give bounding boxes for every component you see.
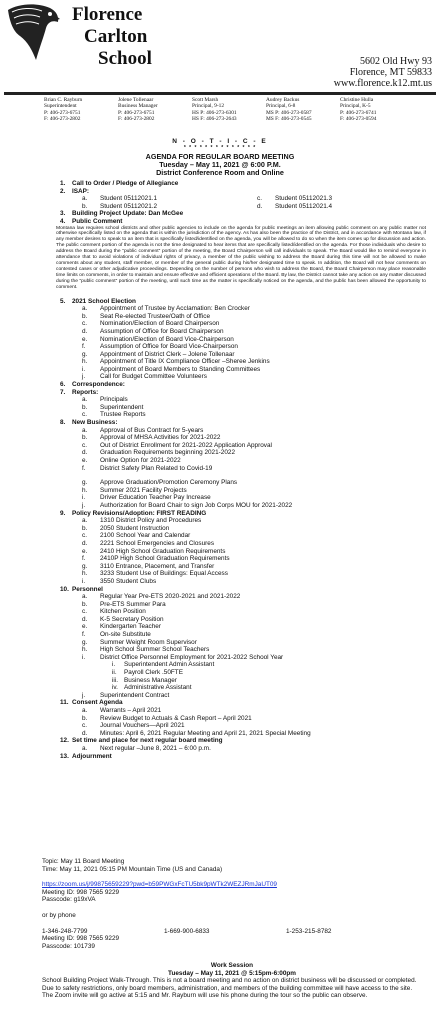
school-name-line1: Florence	[72, 4, 143, 25]
agenda-subitem: Regular Year Pre-ETS 2020-2021 and 2021-2022	[100, 593, 241, 601]
subitem-letter: d.	[82, 327, 88, 335]
agenda-subitem-row	[82, 479, 432, 487]
agenda-subitem-row	[82, 578, 432, 586]
meeting-date: Tuesday – May 11, 2021 @ 6:00 P.M.	[159, 160, 281, 170]
subitem-letter: h.	[82, 486, 88, 494]
subitem-letter: j.	[82, 501, 86, 509]
item-number: 11.	[60, 699, 69, 707]
agenda-item: Public Comment	[72, 217, 123, 225]
agenda-subitem: Graduation Requirements beginning 2021-2022	[100, 449, 236, 457]
staff-title: Principal, 9-12	[192, 103, 225, 110]
agenda-item: Call to Order / Pledge of Allegiance	[72, 180, 179, 187]
agenda-subitem: Student 05112021.1	[100, 195, 158, 203]
agenda-subitem-row	[82, 631, 432, 639]
agenda-subitem: Warrants – April 2021	[100, 707, 162, 714]
agenda-list: 1. Call to Order / Pledge of Allegiance 2. ISAP: a. Student 05112021.1 c. Student 05112021.3 b. Student 05112021.2 d. Student 05112021.4 3. Building Project Update: Dan McGee 4. Public Comment Montana law requires school districts and other public agencies to include on the agenda for public meetings an item allowing public comment on any public matter not otherwise specifically listed on the agenda that is within the jurisdiction of the agency. As has also been the practice of the District, and in accordance with Montana law, if any member desires to speak to an item that is specifically listed/identified on the agenda, you will be allowed to do so when the item comes up for discussion and action. The public comment portion of the agenda is not the time designated to hear items that are specifically listed/identified on the agenda. For those individuals who desire to address the Board during the “public comment” portion of the meeting, the Board Chairperson will call individuals to speak. The Board would like to remind everyone in attendance that to avoid violations of individual rights of privacy, a member of the public wishing to address the Board during this time will not be allowed to make comments about any student, staff member, or member of the general public during his/her designated time to speak. In addition, the Board will not hear comments on contested cases or other adjudicative proceedings. Depending on the number of persons who wish to address the Board, the Board Chairperson may place reasonable time limits on comments, in order to maintain and ensure effective and efficient operations of the Board. By law, the District cannot take any action on any matter discussed during the “public comment” portion of the meeting, until such time as the matter is specifically noticed on the agenda, and the public has been allowed the opportunity to comment. 5. 2021 School Election a. Appointment of Trustee by Acclamation: Ben Crocker b. Seat Re-elected Trustee/Oath of Office c. Nomination/Election of Board Chairperson d. Assumption of Office for Board Chairperson e. Nomination/Election of Board Vice-Chairperson f. Assumption of Office for Board Vice-Chairperson g. Appointment of District Clerk – Jolene Tollenaar h. Appointment of Title IX Compliance Officer –Sheree Jenkins i. Appointment of Board Members to Standing Committees j. Call for Budget Committee Volunteers 6. Correspondence: 7. Reports: a. Principals b. Superintendent c. Trustee Reports 8. New Business: a. Approval of Bus Contract for 5-years b. Approval of MHSA Activities for 2021-2022 c. Out of District Enrollment for 2021-2022 Application Approval d. Graduation Requirements beginning 2021-2022 e. Online Option for 2021-2022 f. District Safety Plan Related to Covid-19 g. Approve Graduation/Promotion Ceremony Plans h. Summer 2021 Facility Projects i. Driver Education Teacher Pay Increase j. Authorization for Board Chair to sign Job Corps MOU for 2021-2022 9. Policy Revisions/Adoption: FIRST READING a. 1310 District Policy and Procedures b. 2050 Student Instruction c. 2100 School Year and Calendar d. 2221 School Emergencies and Closures e. 2410 High School Graduation Requirements f. 2410P High School Graduation Requirements g. 3110 Entrance, Placement, and Transfer h. 3233 Student Use of Buildings: Equal Access i. 3550 Student Clubs 10. Personnel a. Regular Year Pre-ETS 2020-2021 and 2021-2022 b. Pre-ETS Summer Para c. Kitchen Position d. K-5 Secretary Position e. Kindergarten Teacher f. On-site Substitute g. Summer Weight Room Supervisor h. High School Summer School Teachers i. District Office Personnel Employment for 2021-2022 School Year i. Superintendent Admin Assistant ii. Payroll Clerk .50FTE iii. Business Manager iv. Administrative Assistant j. Superintendent Contract 11. Consent Agenda a. Warrants – April 2021 b. Review Budget to Actuals & Cash Report – April 2021 c. Journal Vouchers—April 2021 d. Minutes: April 6, 2021 Regular Meeting and April 21, 2021 Special Meeting 12. Set time and place for next regular board meeting a. Next regular –June 8, 2021 – 6:00 p.m. 13. Adjournment	[60, 180, 432, 760]
agenda-subitem: High School Summer School Teachers	[100, 646, 210, 654]
subitem-letter: b.	[82, 312, 88, 320]
subitem-letter: d.	[82, 615, 88, 623]
agenda-item: Set time and place for next regular board meeting	[72, 737, 223, 745]
agenda-subitem: Summer 2021 Facility Projects	[100, 486, 187, 494]
agenda-subitem: Student 05112021.2	[100, 202, 158, 210]
agenda-subitem: K-5 Secretary Position	[100, 615, 164, 623]
subitem-letter: j.	[82, 373, 86, 381]
staff-fax: MS F: 406-273-0545	[266, 116, 312, 123]
subitem-letter: a.	[82, 396, 88, 404]
subitem-letter: i.	[82, 365, 86, 373]
agenda-subitem: Out of District Enrollment for 2021-2022 Application Approval	[100, 441, 272, 449]
agenda-subitem-row	[82, 427, 432, 435]
address-street: 5602 Old Hwy 93	[360, 56, 432, 67]
agenda-subitem-row	[112, 669, 432, 677]
agenda-subitem: Student 05112021.4	[275, 202, 333, 210]
agenda-subitem-row	[82, 351, 432, 359]
agenda-subitem-row	[82, 540, 432, 548]
agenda-subitem-row	[82, 336, 432, 344]
agenda-subitem-row	[82, 707, 432, 715]
subitem-letter: b.	[82, 524, 88, 532]
phone-number: 1-346-248-7799	[42, 927, 88, 935]
subitem-letter: c.	[82, 722, 87, 730]
agenda-subitem: Approval of MHSA Activities for 2021-2022	[100, 434, 221, 442]
agenda-subitem: Call for Budget Committee Volunteers	[100, 373, 207, 381]
address-city: Florence, MT 59833	[349, 67, 432, 78]
agenda-subitem: Approve Graduation/Promotion Ceremony Plans	[100, 479, 238, 487]
agenda-subitem: 2221 School Emergencies and Closures	[100, 539, 215, 547]
agenda-subitem: Minutes: April 6, 2021 Regular Meeting and April 21, 2021 Special Meeting	[100, 729, 311, 737]
agenda-subitem: Assumption of Office for Board Vice-Chairperson	[100, 343, 238, 351]
staff-contact	[118, 97, 192, 123]
agenda-subitem: 2100 School Year and Calendar	[100, 532, 191, 540]
work-session	[42, 962, 422, 1000]
agenda-subitem-row	[82, 373, 432, 381]
subitem-letter: i.	[82, 577, 86, 585]
subitem-letter: h.	[82, 358, 88, 366]
item-number: 3.	[60, 210, 66, 218]
agenda-subitem-row	[82, 404, 432, 412]
item-number: 8.	[60, 419, 66, 427]
agenda-subitem: Approval of Bus Contract for 5-years	[100, 426, 204, 434]
staff-fax: F: 406-273-2802	[118, 116, 155, 123]
agenda-subitem-row	[82, 305, 432, 313]
agenda-subitem: Appointment of District Clerk – Jolene Tollenaar	[100, 350, 235, 358]
agenda-subitem: Kitchen Position	[100, 608, 146, 616]
staff-title: Principal, K-5	[340, 103, 371, 110]
subitem-letter: e.	[82, 547, 88, 555]
staff-title: Superintendent	[44, 103, 77, 110]
agenda-subitem: Appointment of Title IX Compliance Officer –Sheree Jenkins	[100, 358, 270, 366]
agenda-subitem-row	[82, 487, 432, 495]
agenda-subitem-row	[82, 465, 432, 473]
subitem-letter: a.	[82, 593, 88, 601]
work-session-text: School Building Project Walk-Through. This is not a board meeting and no action on district business will be discussed or completed. Due to safety restrictions, only board members, administration, and members of the building committee will have access to the site. The Zoom invite will go active at 5:15 and Mr. Rayburn will use his phone during the tour so the public can observe.	[42, 977, 417, 1000]
header-divider	[4, 92, 436, 95]
staff-contact	[44, 97, 118, 123]
agenda-subitem-row	[82, 328, 432, 336]
item-number: 5.	[60, 297, 66, 305]
subitem-letter: f.	[82, 343, 86, 351]
agenda-subitem: On-site Substitute	[100, 631, 151, 639]
staff-phone: MS P: 406-273-0587	[266, 109, 312, 116]
agenda-subitem: 2410P High School Graduation Requirements	[100, 555, 230, 563]
subitem-letter: g.	[82, 638, 88, 646]
agenda-item: Correspondence:	[72, 381, 125, 389]
school-name-line3: School	[98, 48, 152, 69]
agenda-subitem: Summer Weight Room Supervisor	[100, 638, 197, 646]
agenda-subitem-row	[82, 639, 432, 647]
item-number: 7.	[60, 388, 66, 396]
agenda-subitem-row	[82, 563, 432, 571]
staff-fax: F: 406-273-0594	[340, 116, 377, 123]
subitem-letter: a.	[82, 517, 88, 525]
agenda-subitem: Authorization for Board Chair to sign Job Corps MOU for 2021-2022	[100, 501, 293, 509]
staff-fax: F: 406-273-2802	[44, 116, 81, 123]
staff-name: Audrey Backus	[266, 97, 300, 103]
subitem-letter: d.	[82, 539, 88, 547]
agenda-subitem: Superintendent Admin Assistant	[124, 661, 215, 669]
subitem-letter: c.	[82, 532, 87, 540]
work-session-title: Work Session	[210, 962, 254, 969]
public-comment-text: Montana law requires school districts and other public agencies to include on the agenda for public meetings an item allowing public comment on any public matter not otherwise specifically listed on the agenda that is within the jurisdiction of the agency. As has also been the practice of the District, and in accordance with Montana law, if any member desires to speak to an item that is specifically listed/identified on the agenda, you will be allowed to do so when the item comes up for discussion and action. The public comment portion of the agenda is not the time designated to hear items that are specifically listed/identified on the agenda. For those individuals who desire to address the Board during the “public comment” portion of the meeting, the Board Chairperson will call individuals to speak. The Board would like to remind everyone in attendance that to avoid violations of individual rights of privacy, a member of the public wishing to address the Board during this time will not be allowed to make comments about any student, staff member, or member of the general public during his/her designated time to speak. In addition, the Board will not hear comments on contested cases or other adjudicative proceedings. Depending on the number of persons who wish to address the Board, the Board Chairperson may place reasonable time limits on comments, in order to maintain and ensure effective and efficient operations of the Board. By law, the District cannot take any action on any matter discussed during the “public comment” portion of the meeting, until such time as the matter is specifically noticed on the agenda, and the public has been allowed the opportunity to comment.	[56, 225, 426, 290]
address-web: www.florence.k12.mt.us	[333, 78, 432, 89]
subitem-letter: c.	[82, 608, 87, 616]
agenda-item: Building Project Update: Dan McGee	[72, 210, 184, 218]
agenda-subitem-row	[82, 494, 432, 502]
agenda-subitem-row	[82, 457, 432, 465]
agenda-subitem-row	[82, 608, 432, 616]
subitem-letter: ii.	[112, 669, 117, 677]
agenda-subitem: Appointment of Board Members to Standing Committees	[100, 365, 261, 373]
item-number: 9.	[60, 509, 66, 517]
agenda-subitem-row	[82, 525, 432, 533]
subitem-letter: f.	[82, 464, 86, 472]
agenda-item: ISAP:	[72, 187, 90, 195]
agenda-subitem: Superintendent Contract	[100, 691, 170, 699]
subitem-letter: c.	[82, 411, 87, 419]
agenda-subitem: Business Manager	[124, 676, 177, 684]
agenda-subitem-row	[112, 684, 432, 692]
subitem-letter: e.	[82, 457, 88, 464]
item-number: 2.	[60, 187, 66, 195]
zoom-link[interactable]: https://zoom.us/j/99875659229?pwd=b59PWGxFcTU5bk9pWTk2WEZJRmJaUT09	[42, 881, 277, 889]
agenda-title-block	[0, 153, 440, 178]
work-session-date: Tuesday – May 11, 2021 @ 5:15pm-6:00pm	[168, 969, 296, 977]
subitem-letter: b.	[82, 714, 88, 722]
agenda-subitem: 1310 District Policy and Procedures	[100, 517, 202, 525]
subitem-letter: g.	[82, 562, 88, 570]
agenda-subitem-row	[82, 396, 432, 404]
agenda-subitem: Kindergarten Teacher	[100, 623, 161, 631]
agenda-subitem: Driver Education Teacher Pay Increase	[100, 494, 211, 502]
subitem-letter: b.	[82, 600, 88, 608]
agenda-subitem: Superintendent	[100, 403, 144, 411]
staff-name: Christine Hulla	[340, 97, 374, 103]
staff-contact	[340, 97, 414, 123]
school-address	[334, 56, 432, 89]
agenda-subitem-row	[82, 646, 432, 654]
agenda-subitem: District Office Personnel Employment for 2021-2022 School Year	[100, 653, 284, 661]
agenda-subitem-row	[82, 601, 432, 609]
staff-fax: HS F: 406-273-2643	[192, 116, 237, 123]
agenda-subitem: Nomination/Election of Board Chairperson	[100, 320, 220, 328]
agenda-subitem: Nomination/Election of Board Vice-Chairperson	[100, 335, 234, 343]
agenda-subitem-row	[82, 616, 432, 624]
staff-name: Scott Marsh	[192, 97, 219, 103]
agenda-subitem-row	[82, 442, 432, 450]
agenda-subitem-row	[82, 532, 432, 540]
staff-contact	[192, 97, 266, 123]
agenda-item: Policy Revisions/Adoption: FIRST READING	[72, 509, 207, 517]
item-number: 12.	[60, 737, 69, 745]
phone-option-label: or by phone	[42, 911, 76, 919]
zoom-passcode: Passcode: g19xVA	[42, 896, 96, 904]
agenda-subitem-row	[82, 449, 432, 457]
subitem-letter: d.	[82, 449, 88, 457]
subitem-letter: i.	[112, 661, 116, 669]
agenda-subitem-row	[82, 555, 432, 563]
agenda-subitem-row	[82, 593, 432, 601]
agenda-subitem: District Safety Plan Related to Covid-19	[100, 464, 213, 472]
subitem-letter: c.	[82, 441, 87, 449]
staff-contact	[266, 97, 340, 123]
agenda-subitem: Principals	[100, 396, 128, 404]
subitem-letter: iii.	[112, 676, 119, 684]
subitem-letter: iv.	[112, 684, 118, 692]
item-number: 13.	[60, 752, 69, 760]
item-number: 10.	[60, 585, 69, 593]
staff-name: Jolene Tollenaar	[118, 97, 154, 103]
item-number: 6.	[60, 381, 66, 389]
subitem-letter: c.	[82, 320, 87, 328]
staff-directory	[44, 97, 434, 123]
agenda-subitem: Seat Re-elected Trustee/Oath of Office	[100, 312, 211, 320]
agenda-subitem: Assumption of Office for Board Chairperson	[100, 327, 224, 335]
subitem-letter: e.	[82, 335, 88, 343]
agenda-subitem: 3233 Student Use of Buildings: Equal Access	[100, 570, 228, 578]
meeting-location: District Conference Room and Online	[156, 168, 284, 178]
agenda-item: Consent Agenda	[72, 699, 123, 707]
agenda-subitem-row	[82, 434, 432, 442]
agenda-subitem-row	[82, 623, 432, 631]
agenda-subitem-row	[82, 548, 432, 556]
zoom-meeting-id: Meeting ID: 998 7565 9229	[42, 888, 120, 896]
staff-phone: P: 406-273-6751	[44, 109, 81, 116]
agenda-subitem-row	[82, 517, 432, 525]
agenda-title: AGENDA FOR REGULAR BOARD MEETING	[145, 152, 295, 161]
agenda-item: New Business:	[72, 419, 118, 427]
agenda-subitem-row	[82, 722, 432, 730]
falcon-logo-icon	[6, 2, 60, 62]
subitem-letter: a.	[82, 305, 88, 313]
staff-name: Brian C. Rayburn	[44, 97, 83, 103]
agenda-item: Reports:	[72, 388, 99, 396]
subitem-letter: g.	[82, 350, 88, 358]
subitem-letter: a.	[82, 707, 88, 714]
notice-stars: * * * * * * * * * * * * * *	[183, 145, 257, 151]
agenda-subitem-row	[82, 320, 432, 328]
subitem-letter: e.	[82, 623, 88, 631]
subitem-letter: f.	[82, 555, 86, 563]
item-number: 1.	[60, 180, 66, 187]
subitem-letter: i.	[82, 494, 86, 502]
subitem-letter: g.	[82, 479, 88, 487]
phone-number: 1-669-900-6833	[164, 927, 210, 935]
notice-heading: N - O - T - I - C - E	[172, 138, 268, 145]
school-name-line2: Carlton	[84, 26, 148, 47]
agenda-subitem-row	[82, 343, 432, 351]
phone-meeting-id: Meeting ID: 998 7565 9229	[42, 935, 120, 943]
item-number: 4.	[60, 217, 66, 225]
subitem-letter: h.	[82, 646, 88, 654]
staff-phone: P: 406-273-6751	[118, 109, 155, 116]
agenda-subitem: Trustee Reports	[100, 411, 146, 419]
agenda-subitem: Administrative Assistant	[124, 684, 192, 692]
agenda-subitem: Pre-ETS Summer Para	[100, 600, 166, 608]
agenda-subitem: 2410 High School Graduation Requirements	[100, 547, 226, 555]
agenda-subitem-row	[82, 570, 432, 578]
subitem-letter: b.	[82, 403, 88, 411]
agenda-subitem-row	[82, 502, 432, 510]
agenda-subitem: Appointment of Trustee by Acclamation: Ben Crocker	[100, 305, 250, 313]
agenda-subitem: 3110 Entrance, Placement, and Transfer	[100, 562, 215, 570]
school-name	[72, 4, 152, 70]
agenda-subitem-row	[82, 730, 432, 738]
staff-phone: P: 406-273-6741	[340, 109, 377, 116]
agenda-item: 2021 School Election	[72, 297, 136, 305]
agenda-subitem: Online Option for 2021-2022	[100, 457, 181, 464]
staff-phone: HS P: 406-273-6301	[192, 109, 237, 116]
agenda-subitem: Payroll Clerk .50FTE	[124, 669, 183, 677]
agenda-subitem: Next regular –June 8, 2021 – 6:00 p.m.	[100, 744, 211, 752]
subitem-letter: b.	[82, 434, 88, 442]
agenda-item: Adjournment	[72, 752, 112, 760]
phone-passcode: Passcode: 101739	[42, 942, 95, 950]
zoom-info	[42, 858, 432, 950]
agenda-subitem-row	[82, 715, 432, 723]
agenda-item: Personnel	[72, 585, 103, 593]
agenda-subitem: Review Budget to Actuals & Cash Report – April 2021	[100, 714, 252, 722]
agenda-subitem-row	[82, 313, 432, 321]
staff-title: Principal, 6-8	[266, 103, 296, 110]
subitem-letter: f.	[82, 631, 86, 639]
agenda-subitem-row	[82, 411, 432, 419]
staff-title: Business Manager	[118, 103, 158, 110]
subitem-letter: d.	[82, 729, 88, 737]
agenda-subitem: 3550 Student Clubs	[100, 577, 157, 585]
phone-number: 1-253-215-8782	[286, 927, 332, 935]
subitem-letter: i.	[82, 653, 86, 661]
agenda-subitem: Journal Vouchers—April 2021	[100, 722, 185, 730]
agenda-subitem-row	[82, 654, 432, 662]
agenda-subitem-row	[112, 677, 432, 685]
zoom-time: Time: May 11, 2021 05:15 PM Mountain Time (US and Canada)	[42, 865, 223, 873]
agenda-subitem-row	[82, 366, 432, 374]
zoom-topic: Topic: May 11 Board Meeting	[42, 858, 125, 865]
agenda-subitem: 2050 Student Instruction	[100, 524, 170, 532]
agenda-subitem: Student 05112021.3	[275, 195, 333, 203]
agenda-subitem-row	[82, 358, 432, 366]
subitem-letter: h.	[82, 570, 88, 578]
agenda-subitem-row	[112, 661, 432, 669]
phone-numbers	[42, 928, 432, 936]
subitem-letter: a.	[82, 426, 88, 434]
